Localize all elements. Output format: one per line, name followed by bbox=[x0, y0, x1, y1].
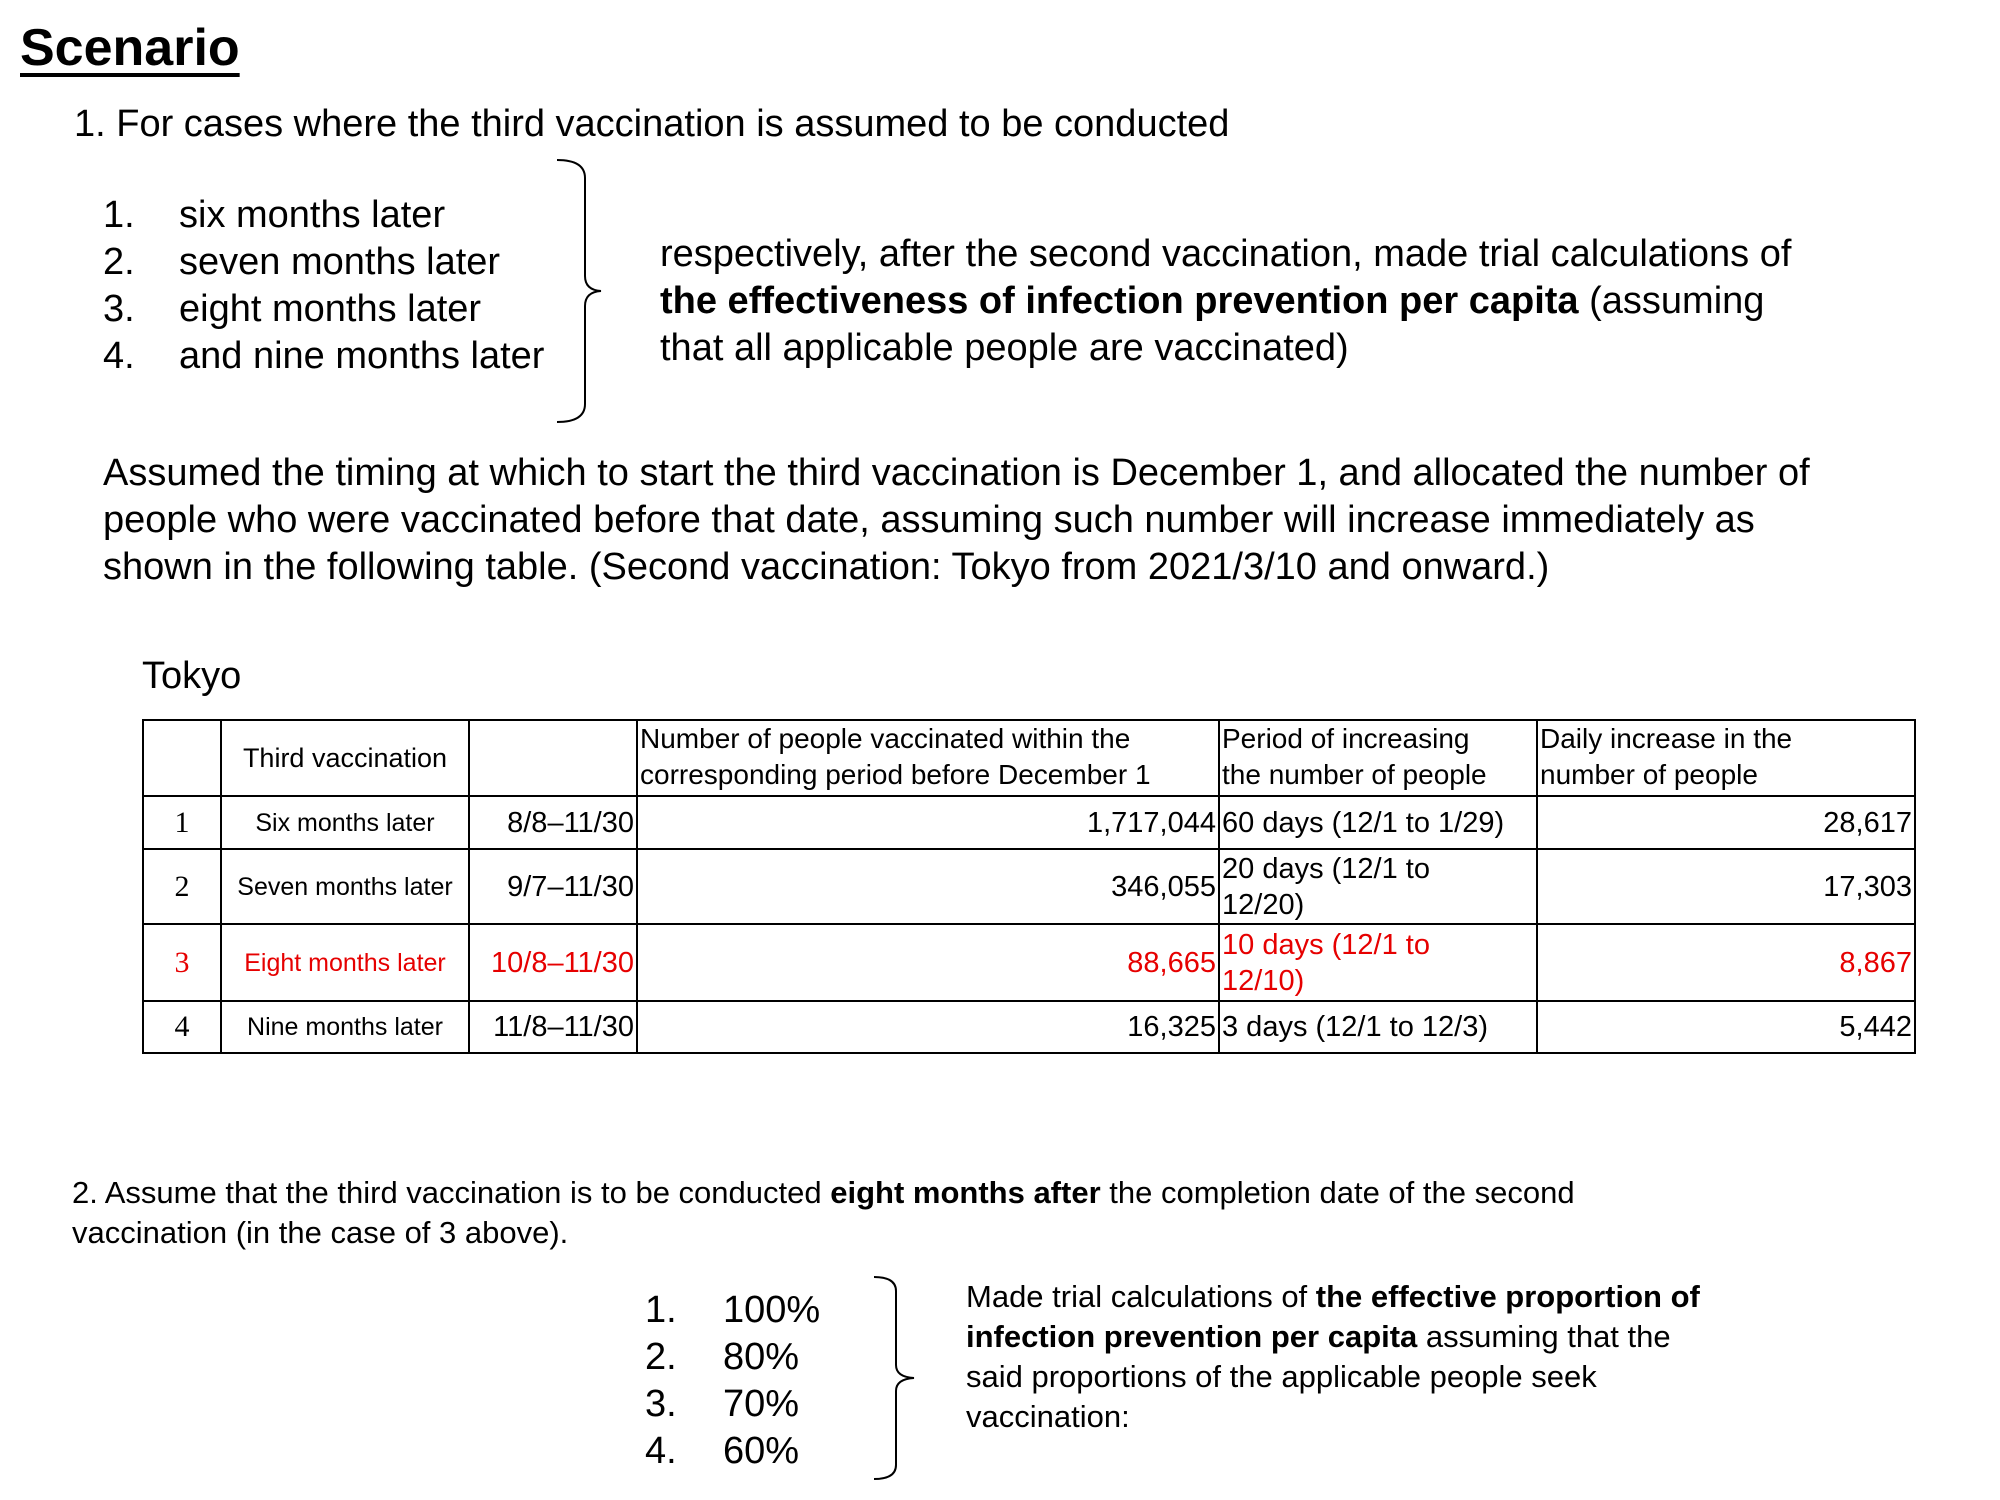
section1-heading: 1. For cases where the third vaccination is assumed to be conducted bbox=[74, 103, 1230, 145]
table-row-highlighted: 3 Eight months later 10/8–11/30 88,665 10 days (12/1 to 12/10) 8,867 bbox=[143, 924, 1915, 1001]
vaccination-table bbox=[142, 719, 1916, 1054]
section2-heading: 2. Assume that the third vaccination is to be conducted eight months after the completion date of the second vaccination (in the case of 3 above). bbox=[72, 1175, 1575, 1250]
section2-description: Made trial calculations of the effective proportion of infection prevention per capita assuming that the said proportions of the applicable people seek vaccination: bbox=[966, 1279, 1700, 1434]
list-item: 1. six months later bbox=[103, 194, 446, 236]
right-brace-icon bbox=[872, 1275, 920, 1486]
header-daily-increase: Daily increase in the number of people bbox=[1537, 720, 1915, 796]
section2-option-list bbox=[645, 1287, 820, 1475]
list-item: 2. 80% bbox=[645, 1336, 800, 1378]
page-title: Scenario bbox=[20, 19, 240, 77]
table-caption: Tokyo bbox=[142, 655, 242, 697]
header-index-cell bbox=[143, 720, 221, 796]
section1-description: respectively, after the second vaccination, made trial calculations of the effectiveness of infection prevention per capita (assuming that all applicable people are vaccinated) bbox=[660, 233, 1792, 369]
list-item: 1. 100% bbox=[645, 1289, 821, 1331]
section1-option-list bbox=[103, 192, 544, 380]
table-header-row bbox=[143, 720, 1915, 796]
header-vaccinated-count: Number of people vaccinated within the corresponding period before December 1 bbox=[637, 720, 1219, 796]
right-brace-icon bbox=[555, 158, 605, 429]
list-item: 4. 60% bbox=[645, 1430, 800, 1472]
list-item: 3. 70% bbox=[645, 1383, 800, 1425]
table-row: 4 Nine months later 11/8–11/30 16,325 3 days (12/1 to 12/3) 5,442 bbox=[143, 1001, 1915, 1053]
assumption-paragraph: Assumed the timing at which to start the third vaccination is December 1, and allocated the number of people who were vaccinated before that date, assuming such number will increase immediately as shown in the following table. (Second vaccination: Tokyo from 2021/3/10 and onward.) bbox=[103, 452, 1810, 588]
header-range-cell bbox=[469, 720, 637, 796]
list-item: 2. seven months later bbox=[103, 241, 501, 283]
list-item: 4. and nine months later bbox=[103, 335, 545, 377]
table-row: 2 Seven months later 9/7–11/30 346,055 20 days (12/1 to 12/20) 17,303 bbox=[143, 849, 1915, 924]
header-third-vaccination: Third vaccination bbox=[221, 720, 469, 796]
list-item: 3. eight months later bbox=[103, 288, 482, 330]
table-row: 1 Six months later 8/8–11/30 1,717,044 60 days (12/1 to 1/29) 28,617 bbox=[143, 796, 1915, 849]
header-increase-period: Period of increasing the number of people bbox=[1219, 720, 1537, 796]
